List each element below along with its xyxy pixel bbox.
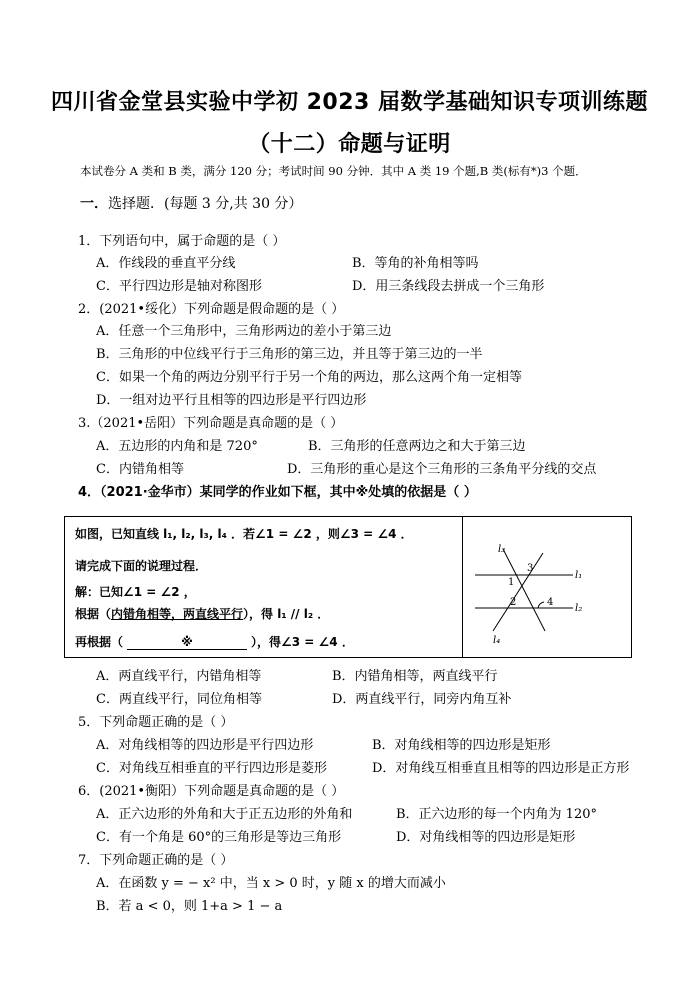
box-reason-prefix: 根据（ bbox=[75, 607, 112, 621]
label-l1: l₁ bbox=[575, 570, 583, 581]
parallel-lines-figure bbox=[465, 535, 625, 645]
question-5-option-b: B．对角线相等的四边形是矩形 bbox=[372, 738, 551, 753]
exam-note: 本试卷分 A 类和 B 类，满分 120 分；考试时间 90 分钟．其中 A 类 19 个题,B 类(标有*)3 个题． bbox=[80, 164, 587, 178]
question-2-option-b: B．三角形的中位线平行于三角形的第三边，并且等于第三边的一半 bbox=[96, 347, 483, 362]
label-l4: l₄ bbox=[493, 635, 501, 645]
question-1-option-d: D．用三条线段去拼成一个三角形 bbox=[352, 279, 545, 294]
question-4-option-d: D．两直线平行，同旁内角互补 bbox=[332, 692, 512, 707]
question-6-option-a: A．正六边形的外角和大于正五边形的外角和 bbox=[96, 807, 353, 822]
question-2-option-d: D．一组对边平行且相等的四边形是平行四边形 bbox=[96, 393, 367, 408]
angle-4-arc bbox=[538, 602, 544, 608]
question-7-option-a: A．在函数 y = − x² 中，当 x > 0 时，y 随 x 的增大而减小 bbox=[96, 876, 446, 891]
question-7-stem: 7．下列命题正确的是（ ） bbox=[78, 853, 234, 868]
question-3-option-b: B．三角形的任意两边之和大于第三边 bbox=[308, 439, 526, 454]
box-instruction-line: 请完成下面的说理过程． bbox=[75, 559, 208, 573]
question-7-option-b: B．若 a < 0，则 1+a > 1 − a bbox=[96, 899, 283, 914]
question-6-stem: 6．(2021•衡阳）下列命题是真命题的是（ ） bbox=[78, 784, 345, 799]
label-l3: l₃ bbox=[498, 544, 506, 555]
question-5-option-d: D．对角线互相垂直且相等的四边形是正方形 bbox=[372, 761, 630, 776]
question-3-option-a: A．五边形的内角和是 720° bbox=[96, 439, 258, 454]
question-5-option-c: C．对角线互相垂直的平行四边形是菱形 bbox=[96, 761, 327, 776]
box-blank-suffix: ），得∠3 = ∠4 ． bbox=[251, 635, 354, 649]
question-4-option-c: C．两直线平行，同位角相等 bbox=[96, 692, 262, 707]
label-angle-3: 3 bbox=[527, 563, 534, 574]
section-title: 选择题．(每题 3 分,共 30 分） bbox=[108, 196, 303, 212]
page-title: 四川省金堂县实验中学初 2023 届数学基础知识专项训练题 bbox=[50, 90, 649, 115]
question-1-option-c: C．平行四边形是轴对称图形 bbox=[96, 279, 262, 294]
question-1-stem: 1．下列语句中，属于命题的是（ ） bbox=[78, 234, 286, 249]
question-5-option-a: A．对角线相等的四边形是平行四边形 bbox=[96, 738, 314, 753]
box-solution-line: 解：已知∠1 = ∠2 ， bbox=[75, 585, 196, 599]
section-number: 一． bbox=[80, 196, 108, 212]
question-4-stem: 4．（2021·金华市）某同学的作业如下框，其中※处填的依据是（ ） bbox=[78, 485, 477, 500]
question-6-option-d: D．对角线相等的四边形是矩形 bbox=[396, 830, 576, 845]
box-blank-line bbox=[75, 633, 354, 650]
question-6-option-b: B．正六边形的每一个内角为 120° bbox=[396, 807, 597, 822]
question-3-stem: 3.（2021•岳阳）下列命题是真命题的是（ ） bbox=[78, 416, 344, 431]
question-2-stem: 2．(2021•绥化）下列命题是假命题的是（ ） bbox=[78, 302, 345, 317]
question-3-option-c: C．内错角相等 bbox=[96, 462, 184, 477]
section-heading bbox=[80, 193, 302, 213]
question-1-option-a: A．作线段的垂直平分线 bbox=[96, 256, 236, 271]
answer-blank: ※ bbox=[127, 635, 247, 650]
box-given-line: 如图，已知直线 l₁, l₂, l₃, l₄ ．若∠1 = ∠2 ，则∠3 = ∠4 ． bbox=[75, 527, 413, 541]
label-angle-2: 2 bbox=[510, 597, 517, 608]
question-2-option-c: C．如果一个角的两边分别平行于另一个角的两边，那么这两个角一定相等 bbox=[96, 370, 522, 385]
box-divider bbox=[462, 517, 463, 657]
line-l4 bbox=[493, 553, 543, 631]
box-reason-suffix: ），得 l₁ // l₂ ． bbox=[243, 607, 330, 621]
box-blank-prefix: 再根据（ bbox=[75, 635, 124, 649]
question-6-option-c: C．有一个角是 60°的三角形是等边三角形 bbox=[96, 830, 342, 845]
question-3-option-d: D．三角形的重心是这个三角形的三条角平分线的交点 bbox=[287, 462, 597, 477]
homework-box bbox=[64, 516, 632, 658]
box-reason-text: 内错角相等，两直线平行 bbox=[111, 607, 244, 621]
question-5-stem: 5．下列命题正确的是（ ） bbox=[78, 715, 234, 730]
question-4-option-b: B．内错角相等，两直线平行 bbox=[332, 669, 498, 684]
label-angle-1: 1 bbox=[508, 577, 515, 588]
label-angle-4: 4 bbox=[547, 597, 554, 608]
label-l2: l₂ bbox=[575, 603, 583, 614]
question-4-option-a: A．两直线平行，内错角相等 bbox=[96, 669, 262, 684]
question-2-option-a: A．任意一个三角形中，三角形两边的差小于第三边 bbox=[96, 324, 392, 339]
box-reason-line bbox=[75, 605, 329, 622]
line-l3 bbox=[503, 549, 545, 631]
page-subtitle: （十二）命题与证明 bbox=[248, 132, 451, 157]
question-1-option-b: B．等角的补角相等吗 bbox=[352, 256, 479, 271]
